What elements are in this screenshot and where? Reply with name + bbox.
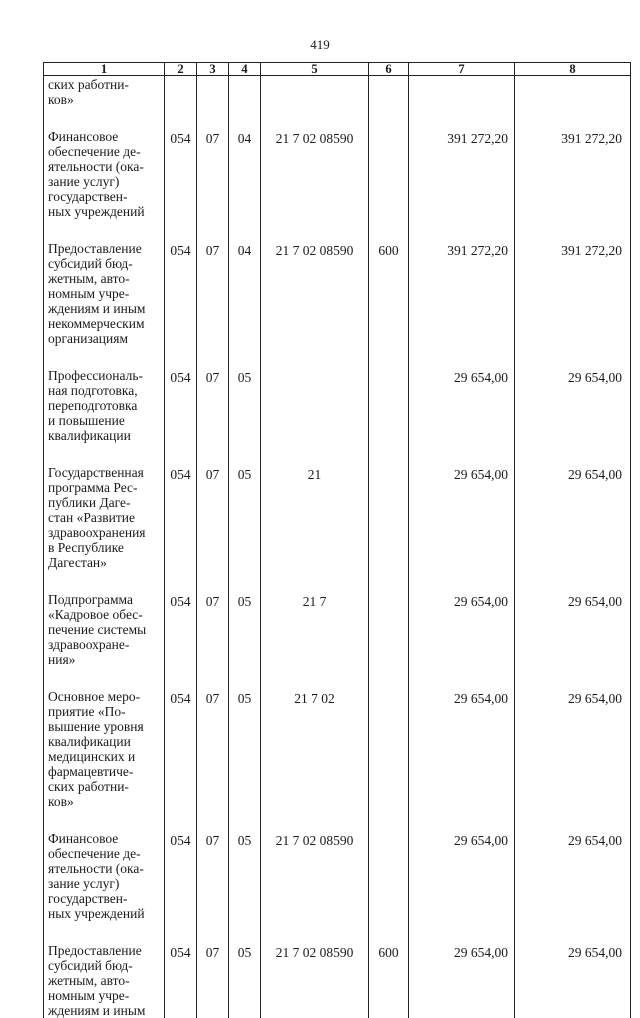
- row-name: [44, 76, 165, 130]
- section-code: [197, 76, 229, 130]
- row-name-text: Финансовое обеспечение де- ятельности (ока- зание услуг) государствен- ных учреждений: [48, 831, 145, 921]
- table-header: [44, 63, 631, 76]
- amount-column-8: 29 654,00: [515, 592, 631, 689]
- target-article-code: 21 7 02 08590: [261, 943, 369, 1018]
- table-row: [44, 592, 631, 689]
- amount-column-7: 29 654,00: [409, 592, 515, 689]
- ministry-code: 054: [165, 241, 197, 368]
- budget-table-container: [43, 62, 630, 1018]
- target-article-code: [261, 76, 369, 130]
- table-row: [44, 129, 631, 241]
- ministry-code: 054: [165, 943, 197, 1018]
- amount-column-8: [515, 76, 631, 130]
- target-article-code: 21 7 02: [261, 689, 369, 831]
- column-header-6: 6: [369, 63, 409, 76]
- expense-type-code: 600: [369, 241, 409, 368]
- section-code: 07: [197, 943, 229, 1018]
- row-name: [44, 943, 165, 1018]
- header-row: [44, 63, 631, 76]
- section-code: 07: [197, 592, 229, 689]
- subsection-code: [229, 76, 261, 130]
- column-header-8: 8: [515, 63, 631, 76]
- row-name: [44, 368, 165, 465]
- amount-column-7: [409, 76, 515, 130]
- row-name-text: ских работни- ков»: [48, 77, 129, 107]
- amount-column-8: 29 654,00: [515, 465, 631, 592]
- row-name-text: Предоставление субсидий бюд- жетным, авто- номным учре- ждениям и иным: [48, 943, 145, 1018]
- table-row: [44, 368, 631, 465]
- subsection-code: 04: [229, 129, 261, 241]
- row-name: [44, 592, 165, 689]
- row-name-text: Государственная программа Рес- публики Даге- стан «Развитие здравоохранения в Республике Дагестан»: [48, 465, 146, 570]
- target-article-code: [261, 368, 369, 465]
- amount-column-7: 391 272,20: [409, 129, 515, 241]
- section-code: 07: [197, 241, 229, 368]
- table-row: [44, 689, 631, 831]
- target-article-code: 21 7 02 08590: [261, 129, 369, 241]
- ministry-code: 054: [165, 592, 197, 689]
- amount-column-8: 29 654,00: [515, 943, 631, 1018]
- section-code: 07: [197, 689, 229, 831]
- table-row: [44, 831, 631, 943]
- table-row: [44, 76, 631, 130]
- expense-type-code: [369, 465, 409, 592]
- expense-type-code: [369, 76, 409, 130]
- column-header-5: 5: [261, 63, 369, 76]
- amount-column-7: 29 654,00: [409, 831, 515, 943]
- ministry-code: [165, 76, 197, 130]
- ministry-code: 054: [165, 129, 197, 241]
- target-article-code: 21 7 02 08590: [261, 241, 369, 368]
- row-name: [44, 689, 165, 831]
- row-name: [44, 831, 165, 943]
- amount-column-7: 391 272,20: [409, 241, 515, 368]
- section-code: 07: [197, 465, 229, 592]
- amount-column-7: 29 654,00: [409, 943, 515, 1018]
- column-header-4: 4: [229, 63, 261, 76]
- section-code: 07: [197, 129, 229, 241]
- expense-type-code: [369, 831, 409, 943]
- column-header-3: 3: [197, 63, 229, 76]
- amount-column-7: 29 654,00: [409, 465, 515, 592]
- table-row: [44, 943, 631, 1018]
- budget-table: [43, 62, 631, 1018]
- ministry-code: 054: [165, 465, 197, 592]
- page-number: 419: [0, 37, 640, 53]
- row-name: [44, 129, 165, 241]
- column-header-1: 1: [44, 63, 165, 76]
- target-article-code: 21: [261, 465, 369, 592]
- row-name: [44, 241, 165, 368]
- column-header-2: 2: [165, 63, 197, 76]
- amount-column-8: 391 272,20: [515, 241, 631, 368]
- row-name-text: Профессиональ- ная подготовка, переподготовка и повышение квалификации: [48, 368, 143, 443]
- subsection-code: 04: [229, 241, 261, 368]
- amount-column-8: 391 272,20: [515, 129, 631, 241]
- section-code: 07: [197, 368, 229, 465]
- amount-column-7: 29 654,00: [409, 689, 515, 831]
- table-row: [44, 241, 631, 368]
- ministry-code: 054: [165, 368, 197, 465]
- table-row: [44, 465, 631, 592]
- amount-column-8: 29 654,00: [515, 689, 631, 831]
- subsection-code: 05: [229, 465, 261, 592]
- expense-type-code: [369, 129, 409, 241]
- target-article-code: 21 7 02 08590: [261, 831, 369, 943]
- subsection-code: 05: [229, 368, 261, 465]
- ministry-code: 054: [165, 831, 197, 943]
- subsection-code: 05: [229, 943, 261, 1018]
- expense-type-code: [369, 368, 409, 465]
- row-name-text: Предоставление субсидий бюд- жетным, авто- номным учре- ждениям и иным некоммерческим организациям: [48, 241, 145, 346]
- amount-column-8: 29 654,00: [515, 368, 631, 465]
- amount-column-7: 29 654,00: [409, 368, 515, 465]
- subsection-code: 05: [229, 831, 261, 943]
- row-name-text: Подпрограмма «Кадровое обес- печение системы здравоохране- ния»: [48, 592, 146, 667]
- ministry-code: 054: [165, 689, 197, 831]
- subsection-code: 05: [229, 689, 261, 831]
- expense-type-code: [369, 689, 409, 831]
- subsection-code: 05: [229, 592, 261, 689]
- expense-type-code: 600: [369, 943, 409, 1018]
- table-body: [44, 76, 631, 1018]
- column-header-7: 7: [409, 63, 515, 76]
- amount-column-8: 29 654,00: [515, 831, 631, 943]
- row-name-text: Финансовое обеспечение де- ятельности (ока- зание услуг) государствен- ных учреждений: [48, 129, 145, 219]
- expense-type-code: [369, 592, 409, 689]
- section-code: 07: [197, 831, 229, 943]
- row-name: [44, 465, 165, 592]
- row-name-text: Основное меро- приятие «По- вышение уровня квалификации медицинских и фармацевтиче- ских работни- ков»: [48, 689, 144, 809]
- target-article-code: 21 7: [261, 592, 369, 689]
